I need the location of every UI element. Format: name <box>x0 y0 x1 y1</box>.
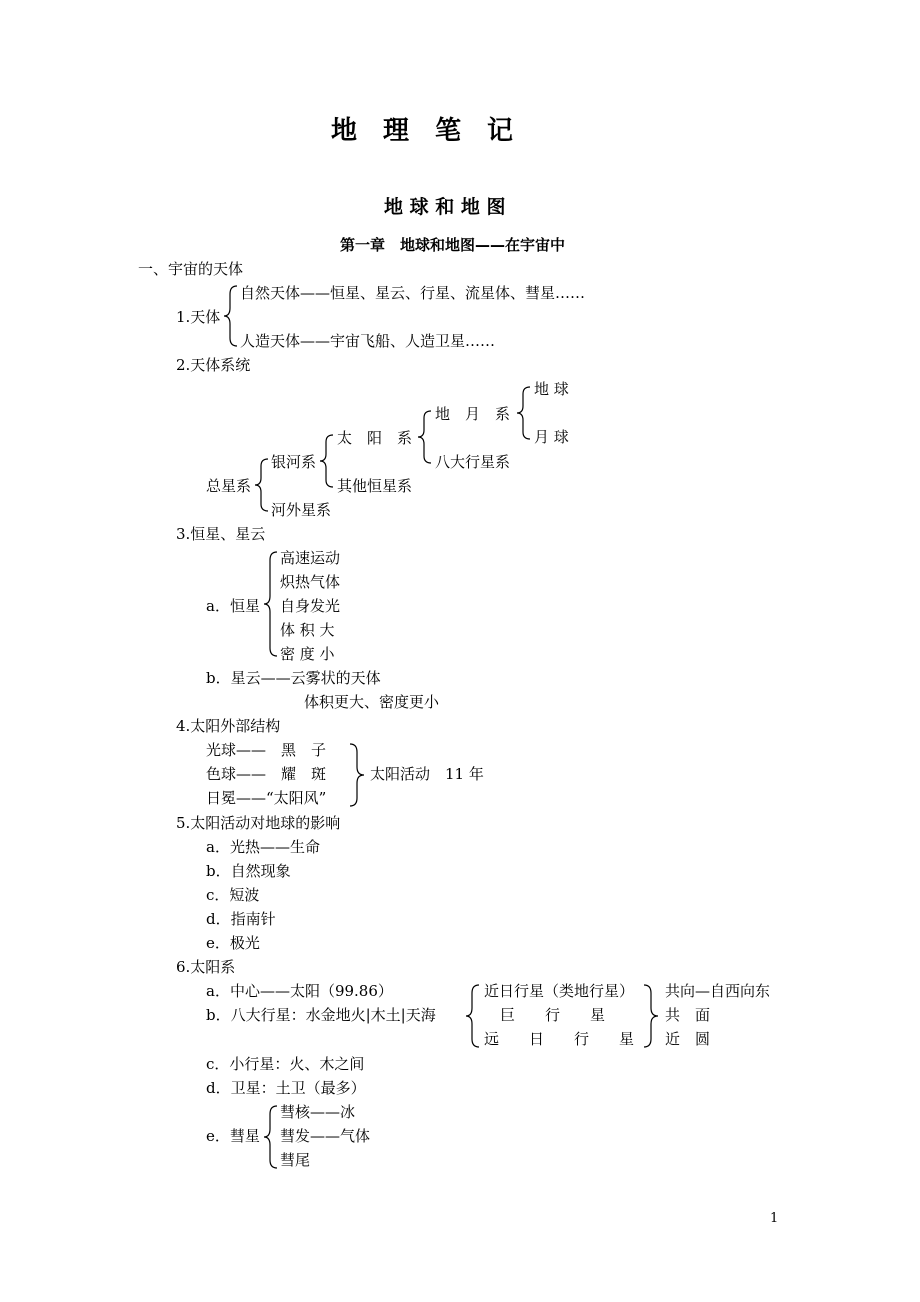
solar-center: a．中心——太阳（99.86） <box>206 982 393 1000</box>
natural-celestial: 自然天体——恒星、星云、行星、流星体、彗星…… <box>240 284 586 302</box>
section-heading: 一、宇宙的天体 <box>138 260 244 278</box>
sun-effects-label: 5.太阳活动对地球的影响 <box>176 814 341 832</box>
celestial-brace <box>224 286 238 346</box>
nebula-line: b．星云——云雾状的天体 <box>206 669 381 687</box>
planet-feature: 近 圆 <box>665 1030 711 1048</box>
total-galaxy: 总星系 <box>206 477 252 495</box>
sun-effect-item: d．指南针 <box>206 910 276 928</box>
comet-label: e．彗星 <box>206 1127 260 1145</box>
sun-layer: 光球—— 黑 子 <box>206 741 327 759</box>
planet-groups-brace <box>466 985 480 1047</box>
sun-layer: 色球—— 耀 斑 <box>206 765 327 783</box>
artificial-celestial: 人造天体——宇宙飞船、人造卫星…… <box>240 332 496 350</box>
milky-way-brace <box>320 435 334 487</box>
sun-effect-item: e．极光 <box>206 934 260 952</box>
comet-brace <box>264 1106 278 1168</box>
comet-part: 彗发——气体 <box>280 1127 371 1145</box>
sun-structure-label: 4.太阳外部结构 <box>176 717 281 735</box>
earth-moon-brace <box>517 387 531 439</box>
total-galaxy-brace <box>255 459 269 511</box>
celestial-label: 1.天体 <box>176 308 221 326</box>
earth: 地 球 <box>534 380 569 398</box>
solar-system-label: 6.太阳系 <box>176 958 236 976</box>
star-trait: 自身发光 <box>280 597 341 615</box>
star-label: a．恒星 <box>206 597 260 615</box>
sun-activity: 太阳活动 11 年 <box>370 765 484 783</box>
star-trait: 高速运动 <box>280 549 341 567</box>
page-number: 1 <box>770 1211 779 1226</box>
system-label: 2.天体系统 <box>176 356 251 374</box>
planet-feature: 共 面 <box>665 1006 711 1024</box>
other-galaxies: 河外星系 <box>271 501 332 519</box>
chapter-title: 第一章 地球和地图——在宇宙中 <box>340 236 566 254</box>
star-trait: 体 积 大 <box>280 621 335 639</box>
star-traits-brace <box>264 552 278 656</box>
sun-effect-item: a．光热——生命 <box>206 838 320 856</box>
solar-system-brace <box>418 411 432 463</box>
planet-group: 巨 行 星 <box>500 1006 606 1024</box>
asteroids: c．小行星：火、木之间 <box>206 1055 365 1073</box>
star-trait: 炽热气体 <box>280 573 341 591</box>
planet-feature: 共向—自西向东 <box>665 982 771 1000</box>
solar-system-node: 太 阳 系 <box>337 429 413 447</box>
earth-moon-system: 地 月 系 <box>435 405 511 423</box>
eight-planets: b．八大行星：水金地火|木土|天海 <box>206 1006 436 1024</box>
sun-layer: 日冕——“太阳风” <box>206 789 327 807</box>
satellites: d．卫星：土卫（最多） <box>206 1079 366 1097</box>
eight-planets-system: 八大行星系 <box>435 453 511 471</box>
comet-part: 彗尾 <box>280 1151 311 1169</box>
sun-effect-item: c．短波 <box>206 886 260 904</box>
other-star-systems: 其他恒星系 <box>337 477 413 495</box>
planet-features-brace <box>644 985 658 1047</box>
nebula-line: 体积更大、密度更小 <box>304 693 440 711</box>
comet-part: 彗核——冰 <box>280 1103 356 1121</box>
stars-label: 3.恒星、星云 <box>176 525 266 543</box>
document-title: 地 理 笔 记 <box>331 116 514 146</box>
section-title: 地 球 和 地 图 <box>384 196 506 218</box>
planet-group: 远 日 行 星 <box>484 1030 635 1048</box>
sun-effect-item: b．自然现象 <box>206 862 291 880</box>
star-trait: 密 度 小 <box>280 645 335 663</box>
planet-group: 近日行星（类地行星） <box>484 982 635 1000</box>
sun-activity-brace <box>350 744 364 806</box>
moon: 月 球 <box>534 428 569 446</box>
milky-way: 银河系 <box>271 453 317 471</box>
